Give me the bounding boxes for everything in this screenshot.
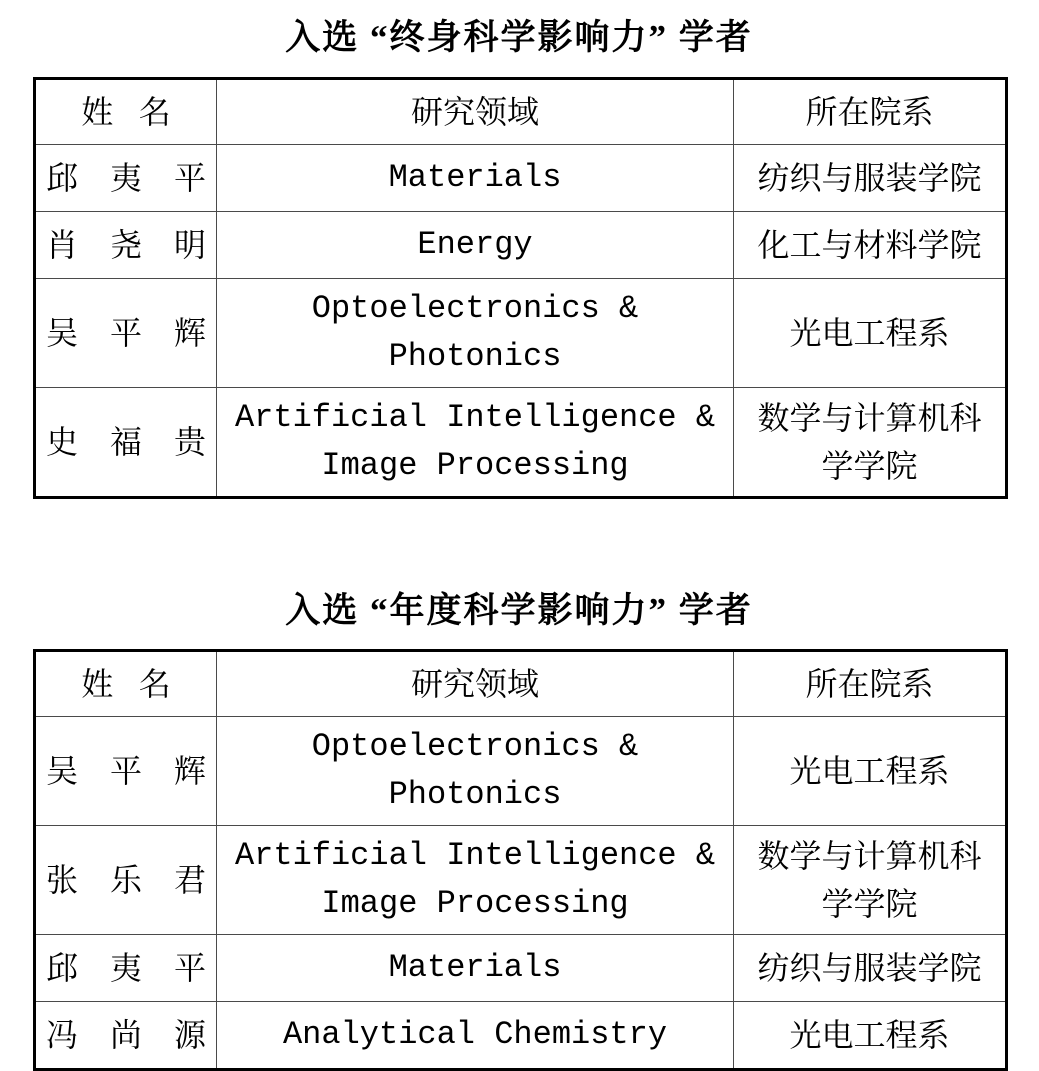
research-field: Artificial Intelligence & Image Processing <box>217 825 734 934</box>
research-field: Artificial Intelligence & Image Processing <box>217 388 734 498</box>
research-field: Optoelectronics & Photonics <box>217 279 734 388</box>
scholar-name: 冯尚源 <box>35 1001 217 1069</box>
scholar-name: 吴平辉 <box>35 279 217 388</box>
lifetime-impact-table <box>33 77 1008 499</box>
department: 数学与计算机科学学院 <box>734 388 1007 498</box>
annual-impact-table <box>33 649 1008 1071</box>
scholar-name: 邱夷平 <box>35 145 217 212</box>
annual-impact-title: 入选 “年度科学影响力” 学者 <box>285 591 753 631</box>
table-row <box>35 279 1007 388</box>
table-row <box>35 388 1007 498</box>
scholar-name: 张乐君 <box>35 825 217 934</box>
document-page <box>0 14 1039 1053</box>
research-field: Optoelectronics & Photonics <box>217 716 734 825</box>
table-row <box>35 212 1007 279</box>
column-header-name: 姓名 <box>35 650 217 716</box>
department: 光电工程系 <box>734 279 1007 388</box>
department: 数学与计算机科学学院 <box>734 825 1007 934</box>
column-header-department: 所在院系 <box>734 79 1007 145</box>
department: 纺织与服装学院 <box>734 934 1007 1001</box>
column-header-department: 所在院系 <box>734 650 1007 716</box>
research-field: Analytical Chemistry <box>217 1001 734 1069</box>
scholar-name: 史福贵 <box>35 388 217 498</box>
column-header-field: 研究领域 <box>217 650 734 716</box>
table-row <box>35 145 1007 212</box>
table-row <box>35 716 1007 825</box>
table-row <box>35 825 1007 934</box>
header-row <box>35 79 1007 145</box>
research-field: Materials <box>217 934 734 1001</box>
research-field: Energy <box>217 212 734 279</box>
department: 光电工程系 <box>734 1001 1007 1069</box>
scholar-name: 肖尧明 <box>35 212 217 279</box>
table-row <box>35 934 1007 1001</box>
column-header-name: 姓名 <box>35 79 217 145</box>
scholar-name: 吴平辉 <box>35 716 217 825</box>
department: 化工与材料学院 <box>734 212 1007 279</box>
department: 纺织与服装学院 <box>734 145 1007 212</box>
department: 光电工程系 <box>734 716 1007 825</box>
table-row <box>35 1001 1007 1069</box>
research-field: Materials <box>217 145 734 212</box>
header-row <box>35 650 1007 716</box>
scholar-name: 邱夷平 <box>35 934 217 1001</box>
column-header-field: 研究领域 <box>217 79 734 145</box>
lifetime-impact-title: 入选 “终身科学影响力” 学者 <box>285 18 753 57</box>
